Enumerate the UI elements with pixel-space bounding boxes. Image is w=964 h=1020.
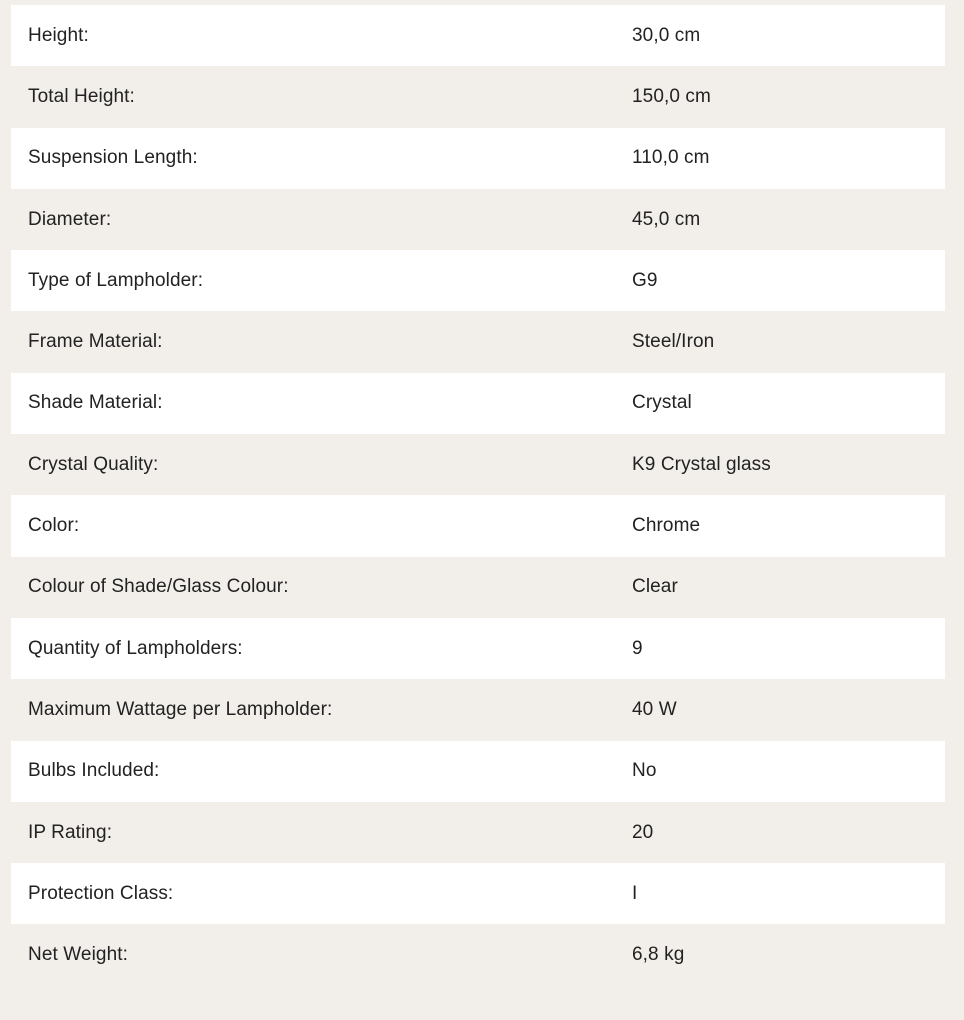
spec-value: G9	[632, 269, 658, 291]
spec-label: Diameter:	[28, 208, 112, 230]
spec-value: Clear	[632, 576, 678, 598]
spec-row-bulbs-included	[11, 741, 945, 802]
spec-value: K9 Crystal glass	[632, 453, 771, 475]
spec-row-protection-class	[11, 863, 945, 924]
spec-label: Suspension Length:	[28, 147, 198, 169]
spec-row-shade-colour	[11, 557, 945, 618]
spec-value: No	[632, 760, 657, 782]
spec-value: I	[632, 882, 638, 904]
spec-row-shade-material	[11, 373, 945, 434]
spec-row-frame-material	[11, 311, 945, 372]
spec-value: Steel/Iron	[632, 331, 715, 353]
spec-row-ip-rating	[11, 802, 945, 863]
spec-value: Crystal	[632, 392, 692, 414]
spec-label: Quantity of Lampholders:	[28, 637, 243, 659]
spec-label: Bulbs Included:	[28, 760, 160, 782]
spec-row-suspension-length	[11, 128, 945, 189]
spec-label: Colour of Shade/Glass Colour:	[28, 576, 289, 598]
spec-label: Type of Lampholder:	[28, 269, 204, 291]
spec-row-net-weight	[11, 924, 945, 985]
spec-value: Chrome	[632, 515, 701, 537]
spec-value: 30,0 cm	[632, 24, 701, 46]
spec-value: 150,0 cm	[632, 85, 711, 107]
spec-label: Shade Material:	[28, 392, 163, 414]
spec-row-lampholder-quantity	[11, 618, 945, 679]
spec-row-lampholder-type	[11, 250, 945, 311]
spec-value: 110,0 cm	[632, 147, 710, 169]
spec-row-color	[11, 495, 945, 556]
spec-row-max-wattage	[11, 679, 945, 740]
spec-row-diameter	[11, 189, 945, 250]
spec-label: Height:	[28, 24, 89, 46]
spec-label: Net Weight:	[28, 944, 129, 966]
spec-label: Protection Class:	[28, 882, 174, 904]
spec-label: Crystal Quality:	[28, 453, 159, 475]
spec-table	[11, 5, 945, 986]
spec-row-crystal-quality	[11, 434, 945, 495]
spec-row-height	[11, 5, 945, 66]
spec-value: 20	[632, 821, 654, 843]
spec-label: Total Height:	[28, 85, 135, 107]
spec-value: 40 W	[632, 698, 677, 720]
spec-value: 45,0 cm	[632, 208, 701, 230]
spec-label: IP Rating:	[28, 821, 113, 843]
spec-row-total-height	[11, 66, 945, 127]
spec-value: 6,8 kg	[632, 944, 685, 966]
spec-label: Color:	[28, 515, 80, 537]
spec-value: 9	[632, 637, 643, 659]
spec-label: Frame Material:	[28, 331, 163, 353]
spec-label: Maximum Wattage per Lampholder:	[28, 698, 333, 720]
